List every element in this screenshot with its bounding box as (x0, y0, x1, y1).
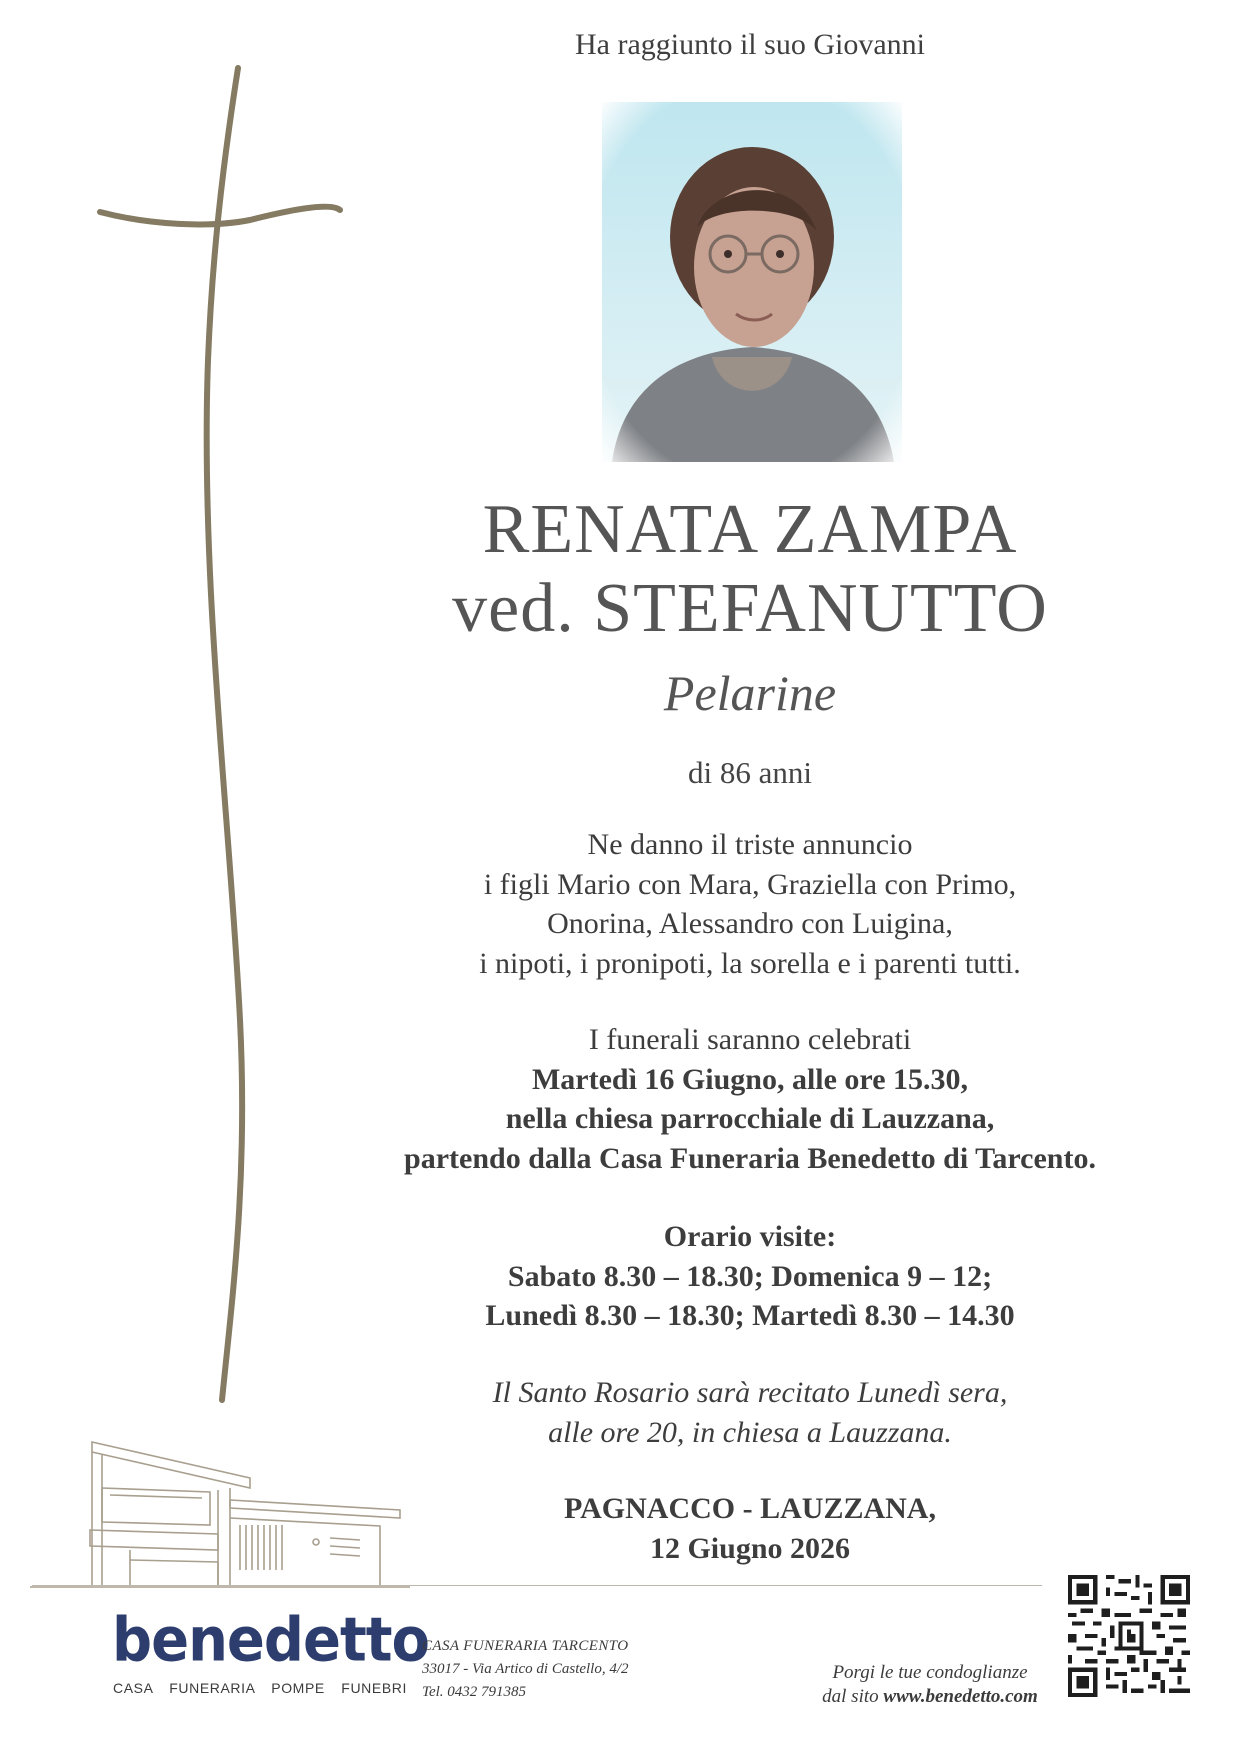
address-line: Tel. 0432 791385 (422, 1684, 527, 1700)
deceased-age: di 86 anni (688, 755, 812, 790)
logo-subtitle: CASA FUNERARIA POMPE FUNEBRI (113, 1680, 407, 1696)
website-link[interactable]: www.benedetto.com (883, 1686, 1038, 1707)
announcement-line: Onorina, Alessandro con Luigina, (547, 907, 953, 940)
condolence-prefix: dal sito (822, 1686, 884, 1707)
place-date-block (330, 1489, 1170, 1568)
visits-title: Orario visite: (663, 1220, 837, 1253)
condolence-text: Porgi le tue condoglianze (832, 1662, 1028, 1683)
portrait-photo (602, 102, 902, 462)
visits-line: Lunedì 8.30 – 18.30; Martedì 8.30 – 14.30 (485, 1299, 1015, 1332)
place: PAGNACCO - LAUZZANA, (564, 1492, 936, 1525)
intro-text: Ha raggiunto il suo Giovanni (575, 28, 925, 61)
announcement-block (330, 825, 1170, 983)
footer-divider (32, 1585, 1042, 1586)
visits-line: Sabato 8.30 – 18.30; Domenica 9 – 12; (507, 1259, 993, 1293)
condolence-site-line (800, 1686, 1060, 1708)
visits-block (330, 1217, 1170, 1336)
funeral-intro: I funerali saranno celebrati (588, 1023, 912, 1056)
date: 12 Giugno 2026 (649, 1531, 851, 1565)
deceased-married-name: ved. STEFANUTTO (452, 570, 1048, 647)
address-line: CASA FUNERARIA TARCENTO (422, 1638, 629, 1654)
cross-icon (90, 60, 360, 1405)
building-illustration (30, 1430, 410, 1600)
funeral-block (330, 1020, 1170, 1178)
announcement-line: i figli Mario con Mara, Graziella con Primo, (483, 867, 1017, 901)
rosary-line: Il Santo Rosario sarà recitato Lunedì sera, (492, 1376, 1008, 1409)
address-line: 33017 - Via Artico di Castello, 4/2 (422, 1661, 629, 1677)
funeral-line: nella chiesa parrocchiale di Lauzzana, (505, 1102, 995, 1135)
funeral-line: partendo dalla Casa Funeraria Benedetto di Tarcento. (404, 1141, 1096, 1175)
benedetto-logo: benedetto (112, 1605, 429, 1676)
rosary-block (330, 1373, 1170, 1452)
announcement-line: Ne danno il triste annuncio (587, 828, 913, 861)
deceased-name: RENATA ZAMPA (482, 491, 1018, 568)
rosary-line: alle ore 20, in chiesa a Lauzzana. (548, 1415, 952, 1449)
deceased-nickname: Pelarine (663, 665, 837, 721)
announcement-line: i nipoti, i pronipoti, la sorella e i parenti tutti. (479, 946, 1021, 980)
funeral-line: Martedì 16 Giugno, alle ore 15.30, (531, 1062, 969, 1096)
qr-code-icon[interactable] (1068, 1575, 1190, 1697)
